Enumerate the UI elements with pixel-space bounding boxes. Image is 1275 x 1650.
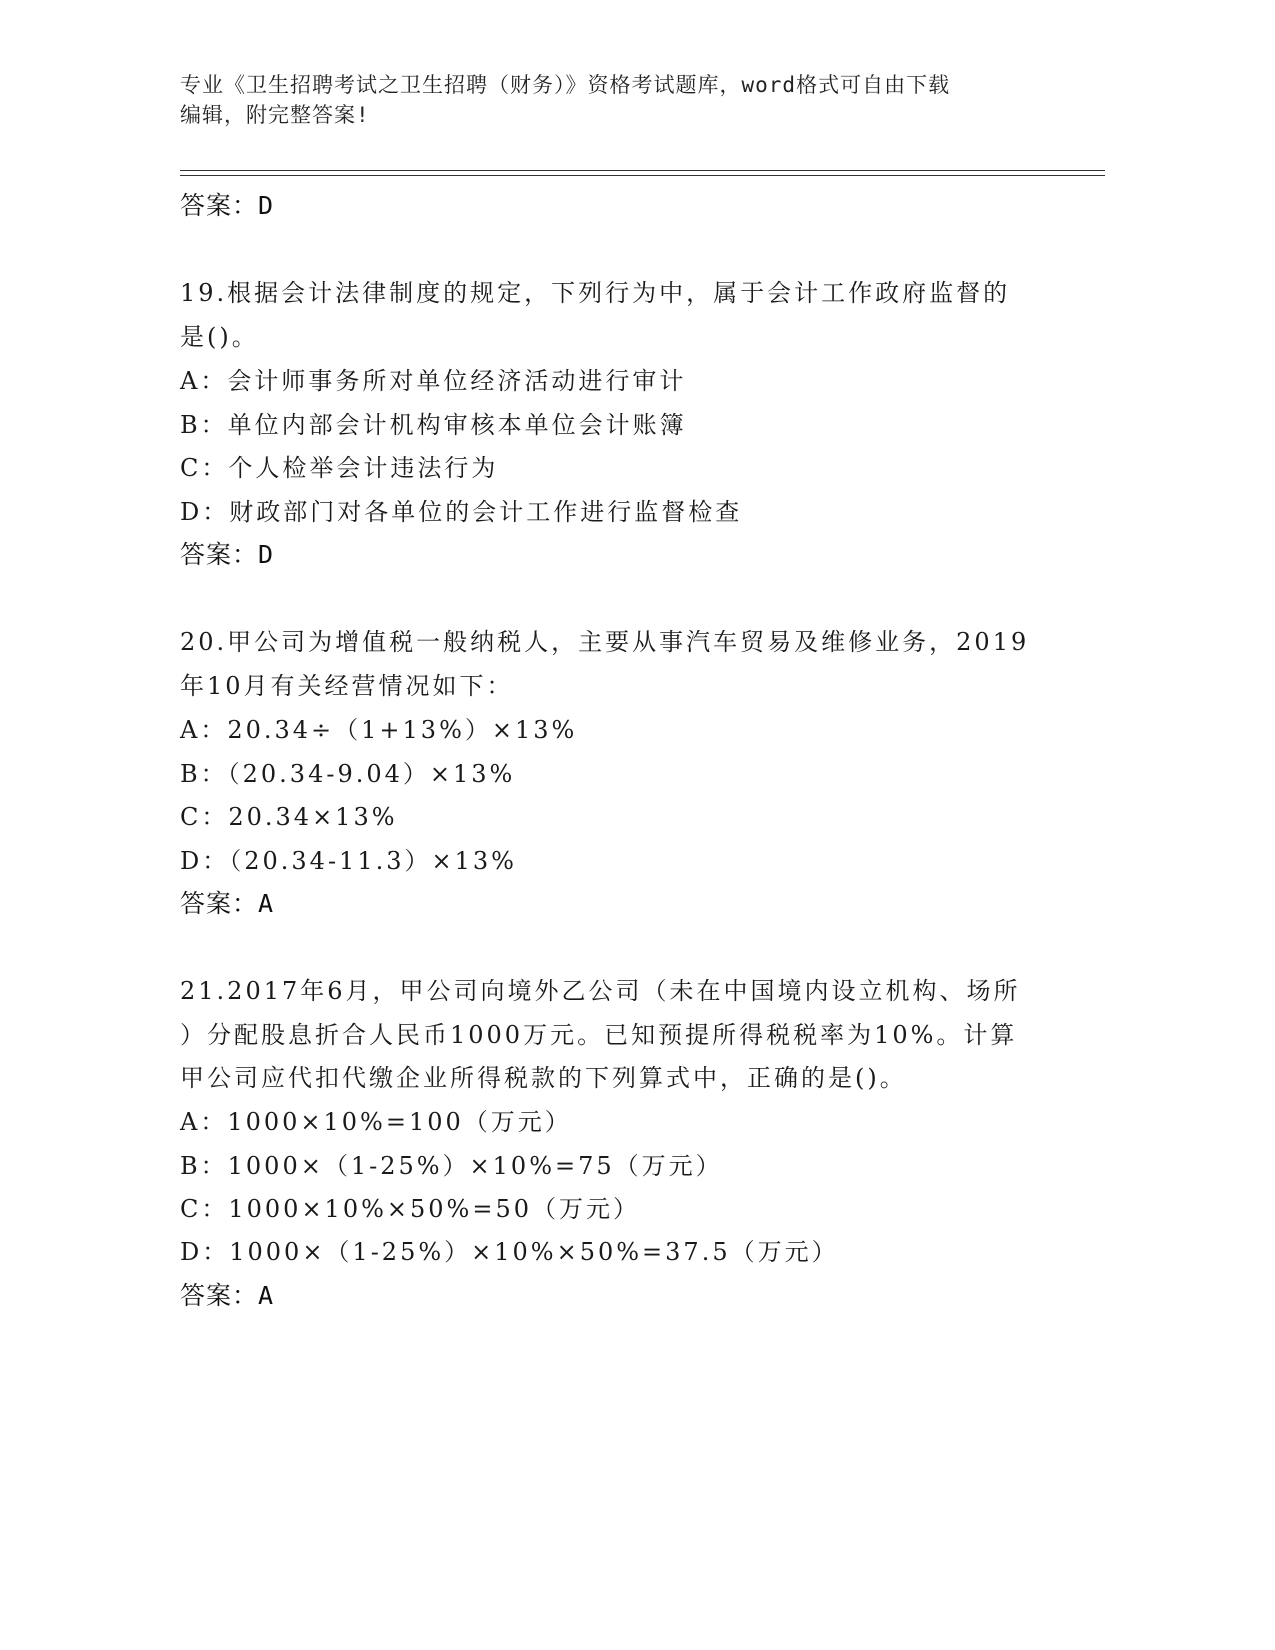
q21-option-d: D：1000×（1-25%）×10%×50%=37.5（万元） bbox=[180, 1238, 839, 1266]
q19-answer: 答案：D bbox=[180, 540, 275, 569]
q21-option-b: B：1000×（1-25%）×10%=75（万元） bbox=[180, 1152, 723, 1180]
header-line-2: 编辑，附完整答案! bbox=[180, 103, 370, 127]
q20-option-b: B：（20.34-9.04）×13% bbox=[180, 760, 516, 788]
q19-option-c: C：个人检举会计违法行为 bbox=[180, 454, 499, 482]
q21-stem-line-2: ）分配股息折合人民币1000万元。已知预提所得税税率为10%。计算 bbox=[180, 1021, 1018, 1049]
header-divider-top bbox=[180, 170, 1105, 171]
q19-option-d: D：财政部门对各单位的会计工作进行监督检查 bbox=[180, 498, 743, 526]
q21-stem-line-3: 甲公司应代扣代缴企业所得税款的下列算式中，正确的是()。 bbox=[180, 1064, 907, 1092]
q19-option-b: B：单位内部会计机构审核本单位会计账簿 bbox=[180, 411, 687, 439]
q19-option-a: A：会计师事务所对单位经济活动进行审计 bbox=[180, 367, 687, 395]
q19-stem-line-2: 是()。 bbox=[180, 323, 259, 351]
header-line-1: 专业《卫生招聘考试之卫生招聘（财务）》资格考试题库，word格式可自由下载 bbox=[180, 73, 951, 97]
document-header bbox=[180, 70, 1040, 130]
q21-option-c: C：1000×10%×50%=50（万元） bbox=[180, 1195, 640, 1223]
q20-option-a: A：20.34÷（1+13%）×13% bbox=[180, 716, 578, 744]
previous-answer: 答案：D bbox=[180, 191, 275, 220]
q20-option-c: C：20.34×13% bbox=[180, 803, 398, 831]
q20-answer: 答案：A bbox=[180, 889, 275, 918]
q21-stem-line-1: 21.2017年6月，甲公司向境外乙公司（未在中国境内设立机构、场所 bbox=[180, 977, 1021, 1005]
q20-stem-line-2: 年10月有关经营情况如下： bbox=[180, 672, 514, 700]
q21-answer: 答案：A bbox=[180, 1281, 275, 1310]
q21-option-a: A：1000×10%=100（万元） bbox=[180, 1108, 572, 1136]
header-divider-bottom bbox=[180, 175, 1105, 176]
q19-stem-line-1: 19.根据会计法律制度的规定，下列行为中，属于会计工作政府监督的 bbox=[180, 279, 1011, 307]
q20-stem-line-1: 20.甲公司为增值税一般纳税人，主要从事汽车贸易及维修业务，2019 bbox=[180, 628, 1030, 656]
q20-option-d: D：（20.34-11.3）×13% bbox=[180, 847, 517, 875]
